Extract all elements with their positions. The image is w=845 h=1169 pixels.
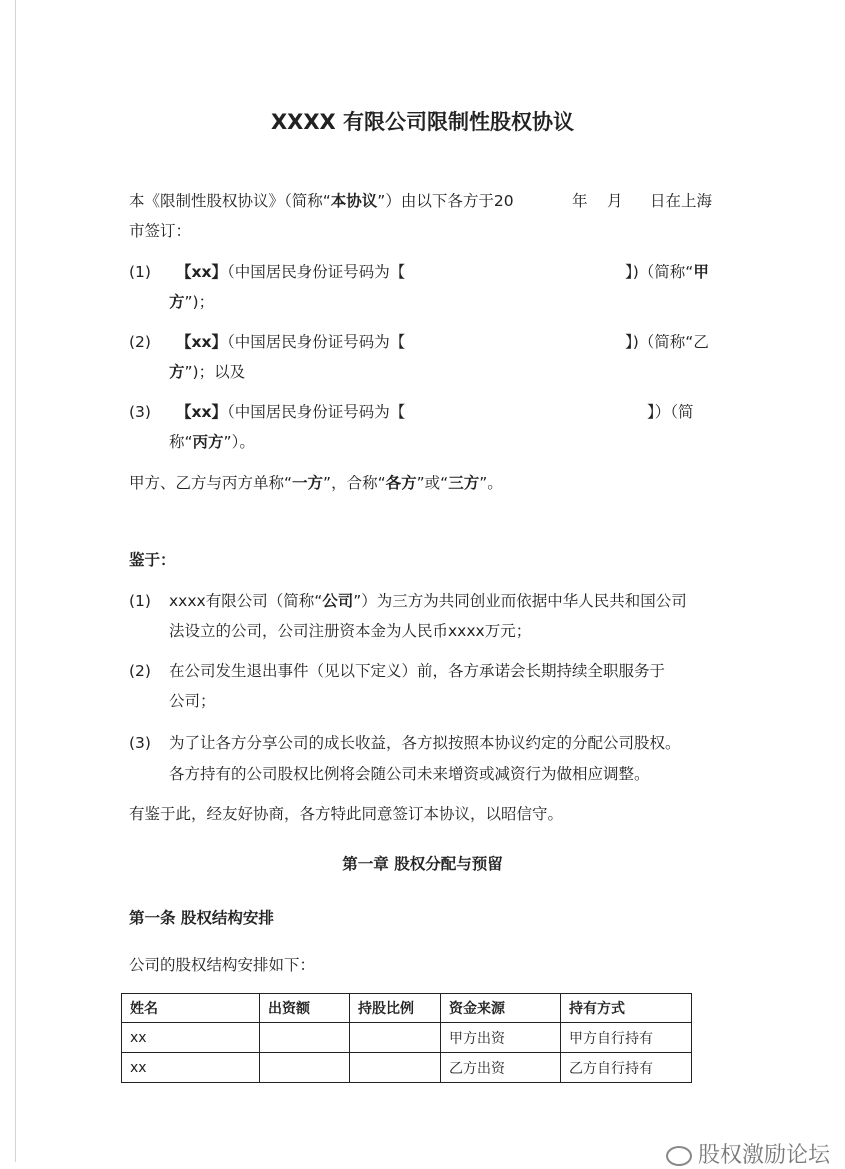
- whereas-title: 鉴于：: [129, 551, 176, 569]
- whereas-1-post: ”）为三方为共同创业而依据中华人民共和国公司: [353, 592, 687, 610]
- party-3-line-2: [169, 432, 255, 452]
- party-3-number: (3): [129, 403, 151, 421]
- table-row: [122, 1053, 692, 1083]
- whereas-1-line-2: 法设立的公司，公司注册资本金为人民币xxxx万元；: [169, 622, 532, 640]
- party-1-name: 【xx】: [176, 263, 227, 281]
- header-source: 资金来源: [441, 994, 561, 1023]
- cell-capital: [260, 1023, 350, 1053]
- summary-bold-1: 一方: [292, 474, 324, 492]
- intro-day-place: 日在上海: [650, 192, 713, 210]
- whereas-1-pre: xxxx有限公司（简称“: [169, 592, 323, 610]
- cell-name: xx: [122, 1023, 260, 1053]
- table-header-row: [122, 994, 692, 1023]
- intro-line-2: 市签订：: [129, 222, 192, 240]
- header-holding: 持有方式: [561, 994, 692, 1023]
- party-1-abbr: [625, 262, 709, 282]
- party-3-tail: ”）。: [223, 433, 255, 451]
- party-3-pre: 称“: [169, 433, 193, 451]
- party-2-id-text: （中国居民身份证号码为【: [227, 333, 406, 351]
- cell-source: 甲方出资: [441, 1023, 561, 1053]
- closing-statement: 有鉴于此，经友好协商，各方特此同意签订本协议，以昭信守。: [129, 805, 564, 823]
- document-title: XXXX 有限公司限制性股权协议: [270, 110, 575, 134]
- intro-year: 年: [572, 192, 588, 210]
- party-3-line-1: [176, 402, 405, 422]
- article-1-heading: 第一条 股权结构安排: [129, 909, 274, 927]
- party-1-abbr-bold-2: 方: [169, 293, 185, 311]
- header-capital: 出资额: [260, 994, 350, 1023]
- whereas-2-line-2: 公司；: [169, 692, 216, 710]
- summary-bold-3: 三方: [448, 474, 480, 492]
- party-2-line-2: [169, 362, 245, 382]
- watermark-text: 股权激励论坛: [698, 1143, 831, 1168]
- party-1-id-text: （中国居民身份证号码为【: [227, 263, 406, 281]
- intro-line-1: [129, 191, 514, 211]
- parties-summary: [129, 473, 503, 493]
- whereas-1-number: (1): [129, 592, 151, 610]
- cell-ratio: [350, 1053, 441, 1083]
- party-3-abbr-bold: 丙方: [192, 433, 224, 451]
- whereas-1-line-1: [169, 591, 687, 611]
- party-1-tail: ”)；: [184, 293, 215, 311]
- wechat-icon: [666, 1146, 692, 1166]
- summary-text-3: ”或“: [416, 474, 449, 492]
- cell-source: 乙方出资: [441, 1053, 561, 1083]
- whereas-3-line-2: 各方持有的公司股权比例将会随公司未来增资或减资行为做相应调整。: [169, 765, 650, 783]
- party-1-line-1: [176, 262, 405, 282]
- party-2-line-1: [176, 332, 405, 352]
- summary-text-2: ”，合称“: [323, 474, 386, 492]
- party-1-abbr-text: 】)（简称“: [625, 263, 694, 281]
- watermark: [666, 1138, 830, 1169]
- whereas-3-number: (3): [129, 734, 151, 752]
- intro-bold-term: 本协议: [330, 192, 378, 210]
- summary-text-4: ”。: [479, 474, 503, 492]
- party-1-number: (1): [129, 263, 151, 281]
- cell-holding: 乙方自行持有: [561, 1053, 692, 1083]
- header-ratio: 持股比例: [350, 994, 441, 1023]
- party-3-id-text: （中国居民身份证号码为【: [227, 403, 406, 421]
- table-row: [122, 1023, 692, 1053]
- header-name: 姓名: [122, 994, 260, 1023]
- article-1-intro: 公司的股权结构安排如下：: [129, 956, 316, 974]
- cell-name: xx: [122, 1053, 260, 1083]
- equity-structure-table: [121, 993, 692, 1083]
- party-2-abbr-bold: 方: [169, 363, 185, 381]
- page-edge-line: [15, 0, 16, 1162]
- whereas-2-number: (2): [129, 662, 151, 680]
- cell-capital: [260, 1053, 350, 1083]
- intro-month: 月: [607, 192, 623, 210]
- intro-text: 本《限制性股权协议》（简称“: [129, 192, 331, 210]
- intro-text-mid: ”）由以下各方于20: [377, 192, 514, 210]
- party-2-number: (2): [129, 333, 151, 351]
- party-3-abbr: 】）（简: [647, 403, 694, 421]
- whereas-3-line-1: 为了让各方分享公司的成长收益，各方拟按照本协议约定的分配公司股权。: [169, 734, 681, 752]
- whereas-1-bold: 公司: [322, 592, 354, 610]
- party-2-name: 【xx】: [176, 333, 227, 351]
- chapter-1-heading: 第一章 股权分配与预留: [342, 855, 503, 873]
- summary-bold-2: 各方: [385, 474, 417, 492]
- party-3-name: 【xx】: [176, 403, 227, 421]
- party-2-tail: ”)；以及: [184, 363, 246, 381]
- party-2-abbr: 】)（简称“乙: [625, 333, 709, 351]
- summary-text-1: 甲方、乙方与丙方单称“: [129, 474, 293, 492]
- cell-holding: 甲方自行持有: [561, 1023, 692, 1053]
- cell-ratio: [350, 1023, 441, 1053]
- party-1-abbr-bold: 甲: [693, 263, 709, 281]
- whereas-2-line-1: 在公司发生退出事件（见以下定义）前，各方承诺会长期持续全职服务于: [169, 662, 666, 680]
- party-1-line-2: [169, 292, 214, 312]
